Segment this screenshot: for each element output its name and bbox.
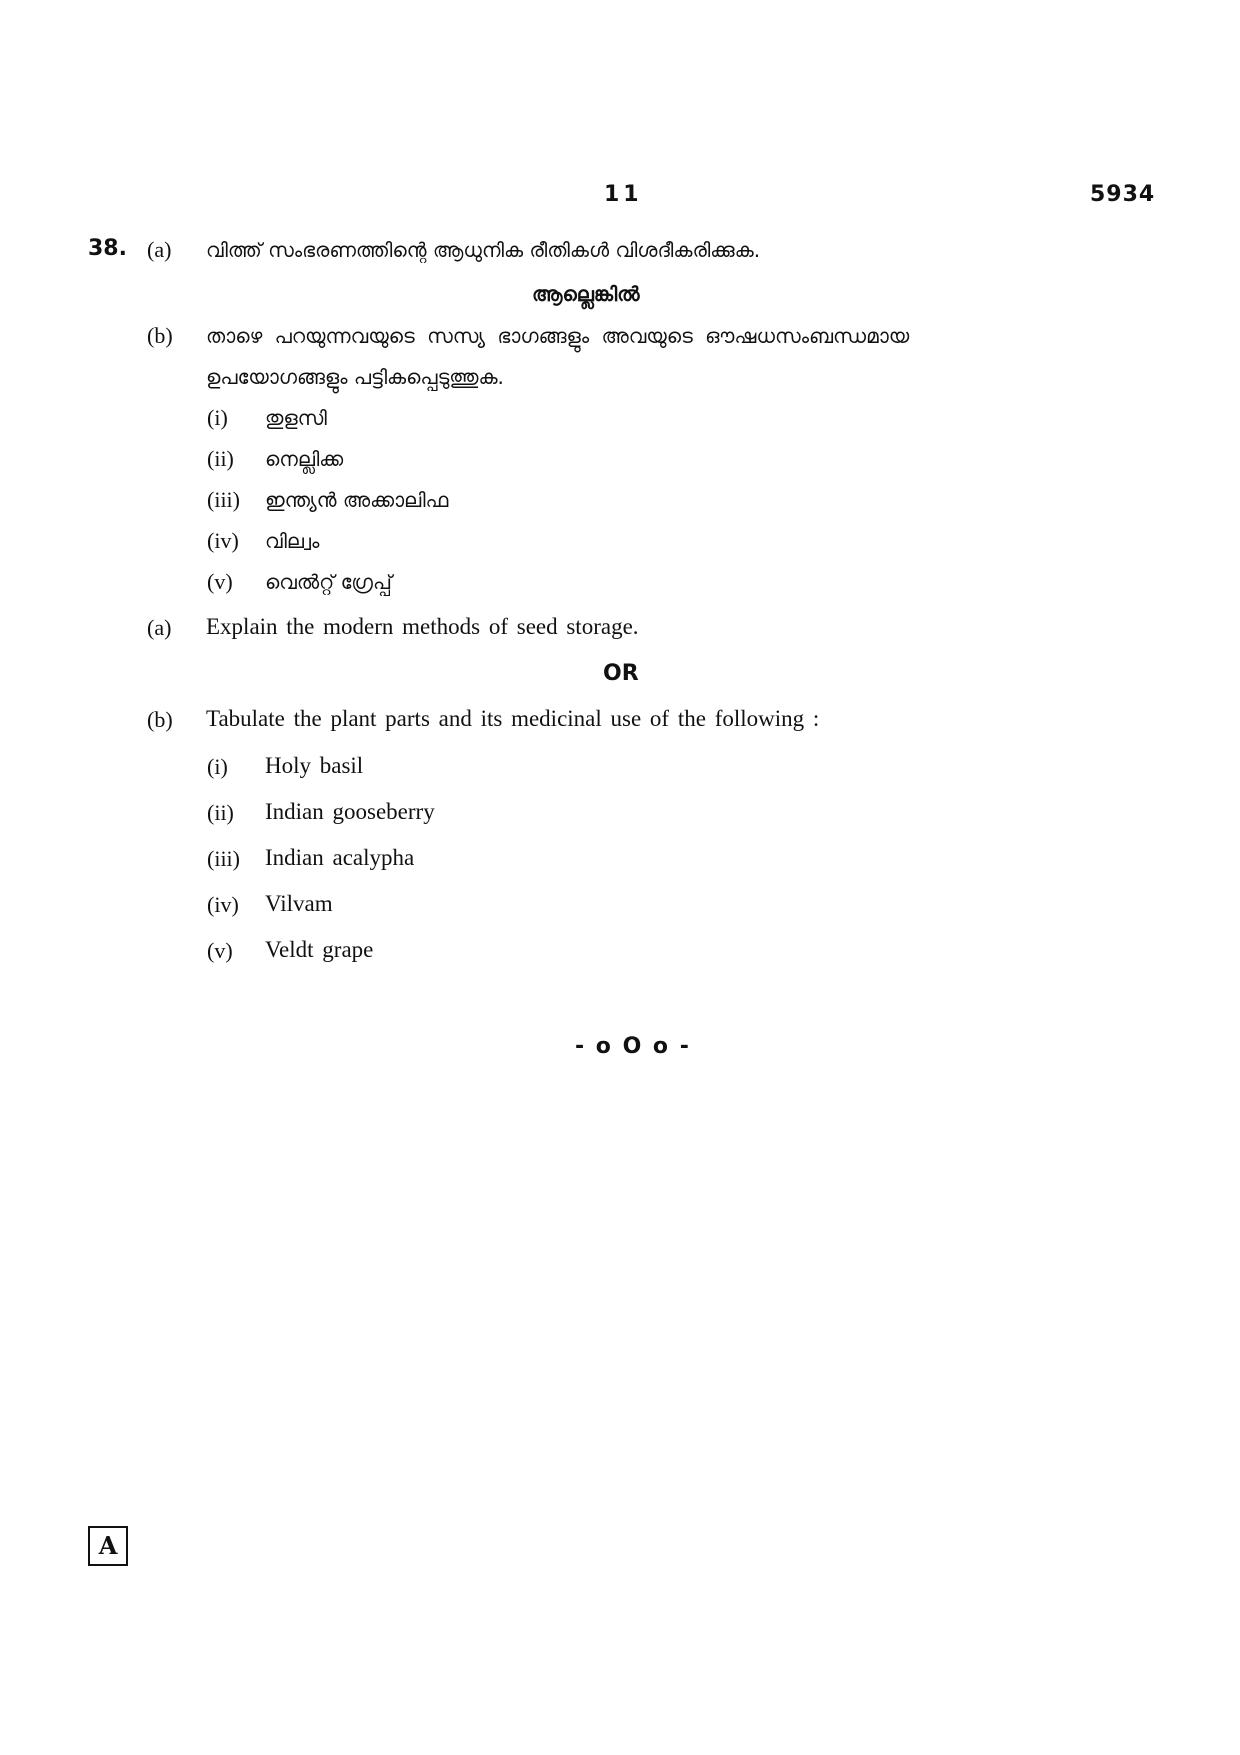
paper-code: 5934 bbox=[1090, 182, 1156, 207]
en-item-marker: (iv) bbox=[207, 892, 239, 917]
en-item-marker: (i) bbox=[207, 754, 228, 779]
en-item-text: Indian acalypha bbox=[265, 845, 415, 870]
question-number: 38. bbox=[88, 236, 127, 261]
ml-item-text: വെൽറ്റ് ഗ്രേപ്പ് bbox=[265, 570, 392, 594]
en-part-b-text: Tabulate the plant parts and its medicinal use of the following : bbox=[206, 706, 820, 731]
ml-item-marker: (v) bbox=[207, 569, 233, 594]
en-item-text: Indian gooseberry bbox=[265, 799, 435, 824]
en-part-a-marker: (a) bbox=[147, 615, 172, 640]
en-or-label: OR bbox=[603, 661, 639, 686]
en-item-marker: (iii) bbox=[207, 846, 240, 871]
ml-item-marker: (iii) bbox=[207, 487, 240, 512]
end-of-paper-mark: - o O o - bbox=[575, 1034, 691, 1059]
ml-item-text: വില്വം bbox=[265, 529, 320, 553]
en-item-marker: (v) bbox=[207, 938, 233, 963]
ml-or-label: ആല്ലെങ്കിൽ bbox=[532, 282, 640, 306]
version-box: A bbox=[88, 1526, 128, 1566]
page-number: 11 bbox=[604, 182, 643, 207]
ml-item-marker: (ii) bbox=[207, 446, 234, 471]
en-item-text: Veldt grape bbox=[265, 937, 374, 962]
ml-item-text: നെല്ലിക്ക bbox=[265, 447, 344, 471]
ml-part-b-text-line1: താഴെ പറയുന്നവയുടെ സസ്യ ഭാഗങ്ങളും അവയുടെ ഔഷധസംബന്ധമായ bbox=[206, 324, 910, 348]
en-item-marker: (ii) bbox=[207, 800, 234, 825]
ml-item-marker: (iv) bbox=[207, 528, 239, 553]
ml-item-marker: (i) bbox=[207, 405, 228, 430]
ml-part-b-text-line2: ഉപയോഗങ്ങളും പട്ടികപ്പെടുത്തുക. bbox=[206, 365, 504, 389]
en-part-b-marker: (b) bbox=[147, 707, 173, 732]
en-item-text: Vilvam bbox=[265, 891, 333, 916]
ml-part-b-marker: (b) bbox=[147, 323, 173, 348]
ml-part-a-text: വിത്ത് സംഭരണത്തിന്റെ ആധുനിക രീതികൾ വിശദീകരിക്കുക. bbox=[206, 238, 761, 262]
en-part-a-text: Explain the modern methods of seed storage. bbox=[206, 614, 639, 639]
en-item-text: Holy basil bbox=[265, 753, 364, 778]
ml-item-text: തുളസി bbox=[265, 406, 327, 430]
ml-part-a-marker: (a) bbox=[147, 237, 172, 262]
ml-item-text: ഇന്ത്യൻ അക്കാലിഫ bbox=[265, 488, 449, 512]
